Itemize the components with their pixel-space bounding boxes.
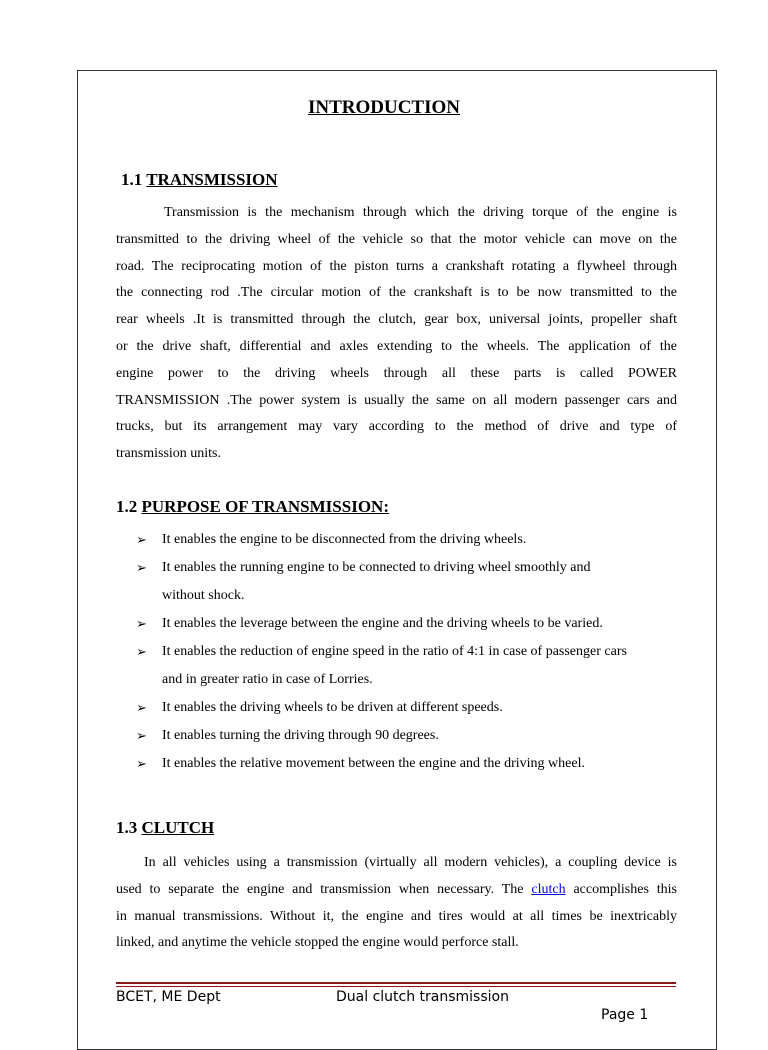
section-heading-purpose xyxy=(116,497,389,517)
footer-divider-thin xyxy=(116,986,676,987)
section-number: 1.1 xyxy=(121,170,143,189)
section-title: TRANSMISSION xyxy=(146,170,278,189)
list-item: ➢ It enables the leverage between the engine and the driving wheels to be varied. xyxy=(136,610,676,638)
list-item: ➢ It enables the relative movement between the engine and the driving wheel. xyxy=(136,750,676,778)
list-item: ➢ It enables turning the driving through 90 degrees. xyxy=(136,722,676,750)
section-heading-transmission xyxy=(121,170,278,190)
paragraph-line: road. The reciprocating motion of the piston turns a crankshaft rotating a flywheel through xyxy=(116,258,677,274)
list-item: ➢ It enables the engine to be disconnected from the driving wheels. xyxy=(136,526,676,554)
section-heading-clutch xyxy=(116,818,214,838)
paragraph-line: the connecting rod .The circular motion of the crankshaft is to be now transmitted to the xyxy=(116,285,677,301)
footer-document-title: Dual clutch transmission xyxy=(336,989,509,1005)
paragraph-line: transmission units. xyxy=(116,446,222,462)
arrow-bullet-icon: ➢ xyxy=(136,644,147,659)
footer-department: BCET, ME Dept xyxy=(116,989,221,1005)
arrow-bullet-icon: ➢ xyxy=(136,728,147,743)
arrow-bullet-icon: ➢ xyxy=(136,616,147,631)
paragraph-line: in manual transmissions. Without it, the engine and tires would at all times be inextricably xyxy=(116,908,677,924)
arrow-bullet-icon: ➢ xyxy=(136,532,147,547)
paragraph-line: In all vehicles using a transmission (virtually all modern vehicles), a coupling device is xyxy=(144,855,677,870)
paragraph-line: rear wheels .It is transmitted through the clutch, gear box, universal joints, propeller shaft xyxy=(116,312,677,328)
paragraph-line: TRANSMISSION .The power system is usually the same on all modern passenger cars and xyxy=(116,392,677,408)
transmission-paragraph xyxy=(116,200,677,468)
section-title: CLUTCH xyxy=(141,818,215,837)
paragraph-line: or the drive shaft, differential and axles extending to the wheels. The application of the xyxy=(116,338,677,354)
list-item: ➢ It enables the running engine to be connected to driving wheel smoothly and without shock. xyxy=(136,554,676,610)
paragraph-line: Transmission is the mechanism through which the driving torque of the engine is xyxy=(164,205,677,220)
section-number: 1.3 xyxy=(116,818,138,837)
clutch-paragraph: In all vehicles using a transmission (virtually all modern vehicles), a coupling device is used to separate the engine and transmission when necessary. The clutch accomplishes this in manual transmissions. Without it, the engine and tires would at all times be inextricably linked, and anytime the vehicle stopped the engine would perforce stall. xyxy=(116,850,677,957)
purpose-list xyxy=(136,526,676,778)
paragraph-line: engine power to the driving wheels through all these parts is called POWER xyxy=(116,365,677,381)
arrow-bullet-icon: ➢ xyxy=(136,756,147,771)
footer-divider xyxy=(116,982,676,984)
paragraph-line: linked, and anytime the vehicle stopped the engine would perforce stall. xyxy=(116,935,519,951)
paragraph-line: transmitted to the driving wheel of the vehicle so that the motor vehicle can move on the xyxy=(116,231,677,247)
clutch-link[interactable]: clutch xyxy=(531,881,566,897)
footer-page-number: Page 1 xyxy=(601,1007,649,1023)
list-item: ➢ It enables the reduction of engine speed in the ratio of 4:1 in case of passenger cars and in greater ratio in case of Lorries. xyxy=(136,638,676,694)
section-title: PURPOSE OF TRANSMISSION: xyxy=(141,497,389,516)
section-number: 1.2 xyxy=(116,497,138,516)
paragraph-line: trucks, but its arrangement may vary according to the method of drive and type of xyxy=(116,419,677,435)
list-item: ➢ It enables the driving wheels to be driven at different speeds. xyxy=(136,694,676,722)
arrow-bullet-icon: ➢ xyxy=(136,700,147,715)
arrow-bullet-icon: ➢ xyxy=(136,560,147,575)
page-title: INTRODUCTION xyxy=(307,97,461,118)
